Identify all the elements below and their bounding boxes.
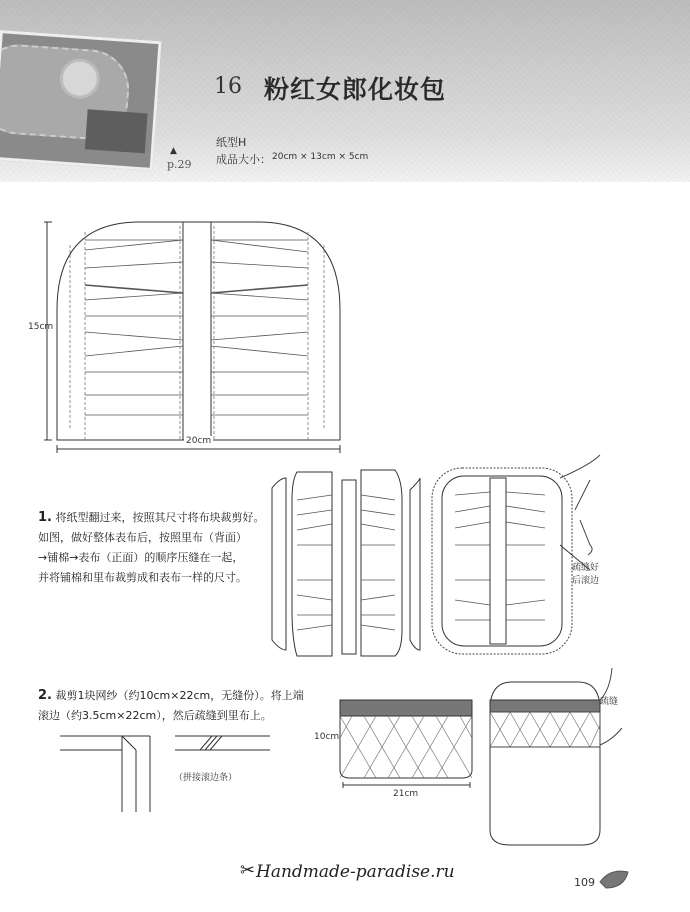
step1-text (38, 508, 278, 588)
figure-step1-pieces (272, 470, 420, 656)
step1-line-2: 如图，做好整体表布后，按照里布（背面） (38, 531, 247, 544)
step1-line-3: →铺棉→表布（正面）的顺序压缝在一起， (38, 551, 244, 564)
step1-note-1: 疏缝好 (572, 563, 600, 573)
step1-line-1: 将纸型翻过来，按照其尺寸将布块裁剪好。 (55, 511, 265, 524)
figure-step2-binding (60, 736, 270, 812)
scissors-icon: ✂ (240, 860, 256, 881)
step2-text (38, 686, 338, 726)
binding-caption: （拼接滚边条） (174, 773, 238, 783)
watermark: Handmade-paradise.ru (256, 862, 455, 882)
step1-line-4: 并将铺棉和里布裁剪成和表布一样的尺寸。 (38, 571, 247, 584)
net-width-label: 21cm (393, 789, 419, 799)
page-bird-icon (600, 871, 628, 888)
figure1-pattern-piece (44, 222, 340, 453)
project-number: 16 (214, 74, 242, 99)
photo-page-ref: p.29 (167, 158, 192, 171)
net-height-label: 10cm (314, 732, 340, 742)
size-value: 20cm × 13cm × 5cm (272, 152, 369, 162)
figure1-width-label: 20cm (186, 436, 212, 446)
step2-line-2: 滚边（约3.5cm×22cm），然后疏缝到里布上。 (38, 709, 272, 722)
project-title: 粉红女郎化妆包 (264, 75, 447, 104)
baste-label: 疏缝 (600, 697, 619, 707)
figure-step2-net (340, 700, 472, 788)
figure1-height-label: 15cm (28, 322, 54, 332)
page-number: 109 (574, 876, 595, 889)
step1-number: 1. (38, 510, 52, 525)
step2-number: 2. (38, 688, 52, 703)
step2-line-1: 裁剪1块网纱（约10cm×22cm，无缝份）。将上端 (55, 689, 304, 702)
size-label: 成品大小： (216, 153, 271, 166)
pattern-id: 纸型H (216, 136, 247, 149)
pointer-mark: ▲ (170, 146, 177, 156)
step1-note-2: 后滚边 (572, 576, 600, 586)
figure-step1-assembled (432, 455, 600, 654)
